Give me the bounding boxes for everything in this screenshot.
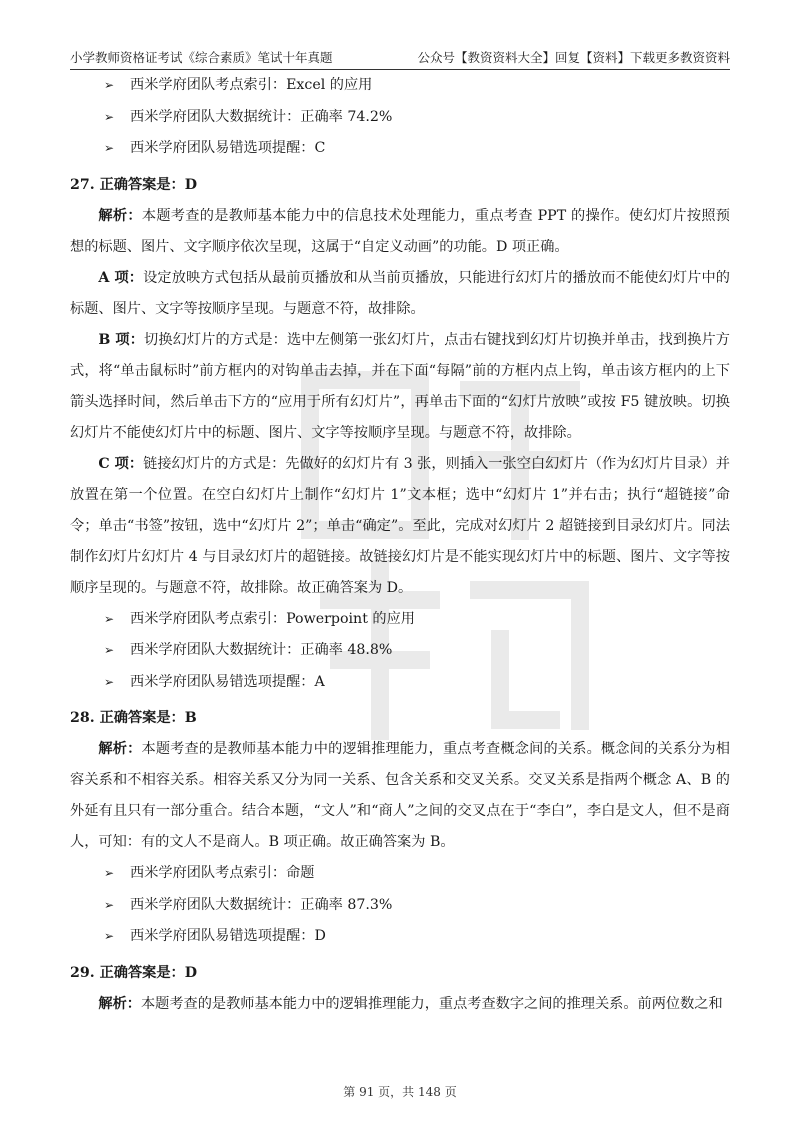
header-promo: 公众号【教资资料大全】回复【资料】下载更多教资资料 xyxy=(417,50,730,65)
list-item: ➢ 西米学府团队易错选项提醒：C xyxy=(70,133,730,165)
list-item: ➢ 西米学府团队大数据统计：正确率 87.3% xyxy=(70,890,730,922)
arrow-bullet-icon: ➢ xyxy=(104,141,115,156)
arrow-bullet-icon: ➢ xyxy=(104,897,115,912)
question-27-option-c: C 项：链接幻灯片的方式是：先做好的幻灯片有 3 张，则插入一张空白幻灯片（作为幻灯片目录）并放置在第一个位置。在空白幻灯片上制作“幻灯片 1”文本框；选中“幻灯片 1”并右击；执行“超链接”命令；单击“书签”按钮，选中“幻灯片 2”；单击“确定”。至此，完成对幻灯片 2 超链接到目录幻灯片。同法制作幻灯片幻灯片 4 与目录幻灯片的超链接。故链接幻灯片是不能实现幻灯片中的标题、图片、文字等按顺序呈现的。与题意不符，故排除。故正确答案为 D。 xyxy=(70,455,730,596)
question-29-analysis: 解析：本题考查的是教师基本能力中的逻辑推理能力，重点考查数字之间的推理关系。前两位数之和 xyxy=(98,995,723,1012)
page-header xyxy=(70,44,730,70)
bullet-list xyxy=(70,858,730,953)
list-item: ➢ 西米学府团队易错选项提醒：A xyxy=(70,667,730,699)
list-item: ➢ 西米学府团队大数据统计：正确率 74.2% xyxy=(70,102,730,134)
header-title: 小学教师资格证考试《综合素质》笔试十年真题 xyxy=(70,50,333,65)
arrow-bullet-icon: ➢ xyxy=(104,611,115,626)
question-27-heading: 27. 正确答案是：D xyxy=(70,176,198,193)
question-27-option-b: B 项：切换幻灯片的方式是：选中左侧第一张幻灯片，点击右键找到幻灯片切换并单击，找到换片方式，将“单击鼠标时”前方框内的对钩单击去掉，并在下面“每隔”前的方框内点上钩，单击该方框内的上下箭头选择时间，然后单击下方的“应用于所有幻灯片”，再单击下面的“幻灯片放映”或按 F5 键放映。切换幻灯片不能使幻灯片中的标题、图片、文字等按顺序呈现。与题意不符，故排除。 xyxy=(70,331,730,441)
arrow-bullet-icon: ➢ xyxy=(104,674,115,689)
question-27-option-a: A 项：设定放映方式包括从最前页播放和从当前页播放，只能进行幻灯片的播放而不能使幻灯片中的标题、图片、文字等按顺序呈现。与题意不符，故排除。 xyxy=(70,269,730,317)
arrow-bullet-icon: ➢ xyxy=(104,866,115,881)
page-content xyxy=(70,70,730,1020)
list-item: ➢ 西米学府团队大数据统计：正确率 48.8% xyxy=(70,635,730,667)
list-item: ➢ 西米学府团队考点索引：Excel 的应用 xyxy=(70,70,730,102)
bullet-list xyxy=(70,70,730,165)
list-item: ➢ 西米学府团队考点索引：命题 xyxy=(70,858,730,890)
arrow-bullet-icon: ➢ xyxy=(104,929,115,944)
list-item: ➢ 西米学府团队考点索引：Powerpoint 的应用 xyxy=(70,604,730,636)
question-29-heading: 29. 正确答案是：D xyxy=(70,964,198,981)
list-item: ➢ 西米学府团队易错选项提醒：D xyxy=(70,921,730,953)
bullet-list xyxy=(70,604,730,699)
arrow-bullet-icon: ➢ xyxy=(104,109,115,124)
question-27-analysis: 解析：本题考查的是教师基本能力中的信息技术处理能力，重点考查 PPT 的操作。使幻灯片按照预想的标题、图片、文字顺序依次呈现，这属于“自定义动画”的功能。D 项正确。 xyxy=(70,207,730,255)
arrow-bullet-icon: ➢ xyxy=(104,78,115,93)
question-28-analysis: 解析：本题考查的是教师基本能力中的逻辑推理能力，重点考查概念间的关系。概念间的关系分为相容关系和不相容关系。相容关系又分为同一关系、包含关系和交叉关系。交叉关系是指两个概念 A、B 的外延有且只有一部分重合。结合本题，“文人”和“商人”之间的交叉点在于“李白”，李白是文人，但不是商人，可知：有的文人不是商人。B 项正确。故正确答案为 B。 xyxy=(70,741,730,850)
arrow-bullet-icon: ➢ xyxy=(104,643,115,658)
question-28-heading: 28. 正确答案是：B xyxy=(70,710,197,726)
page-number: 第 91 页，共 148 页 xyxy=(343,1085,457,1099)
